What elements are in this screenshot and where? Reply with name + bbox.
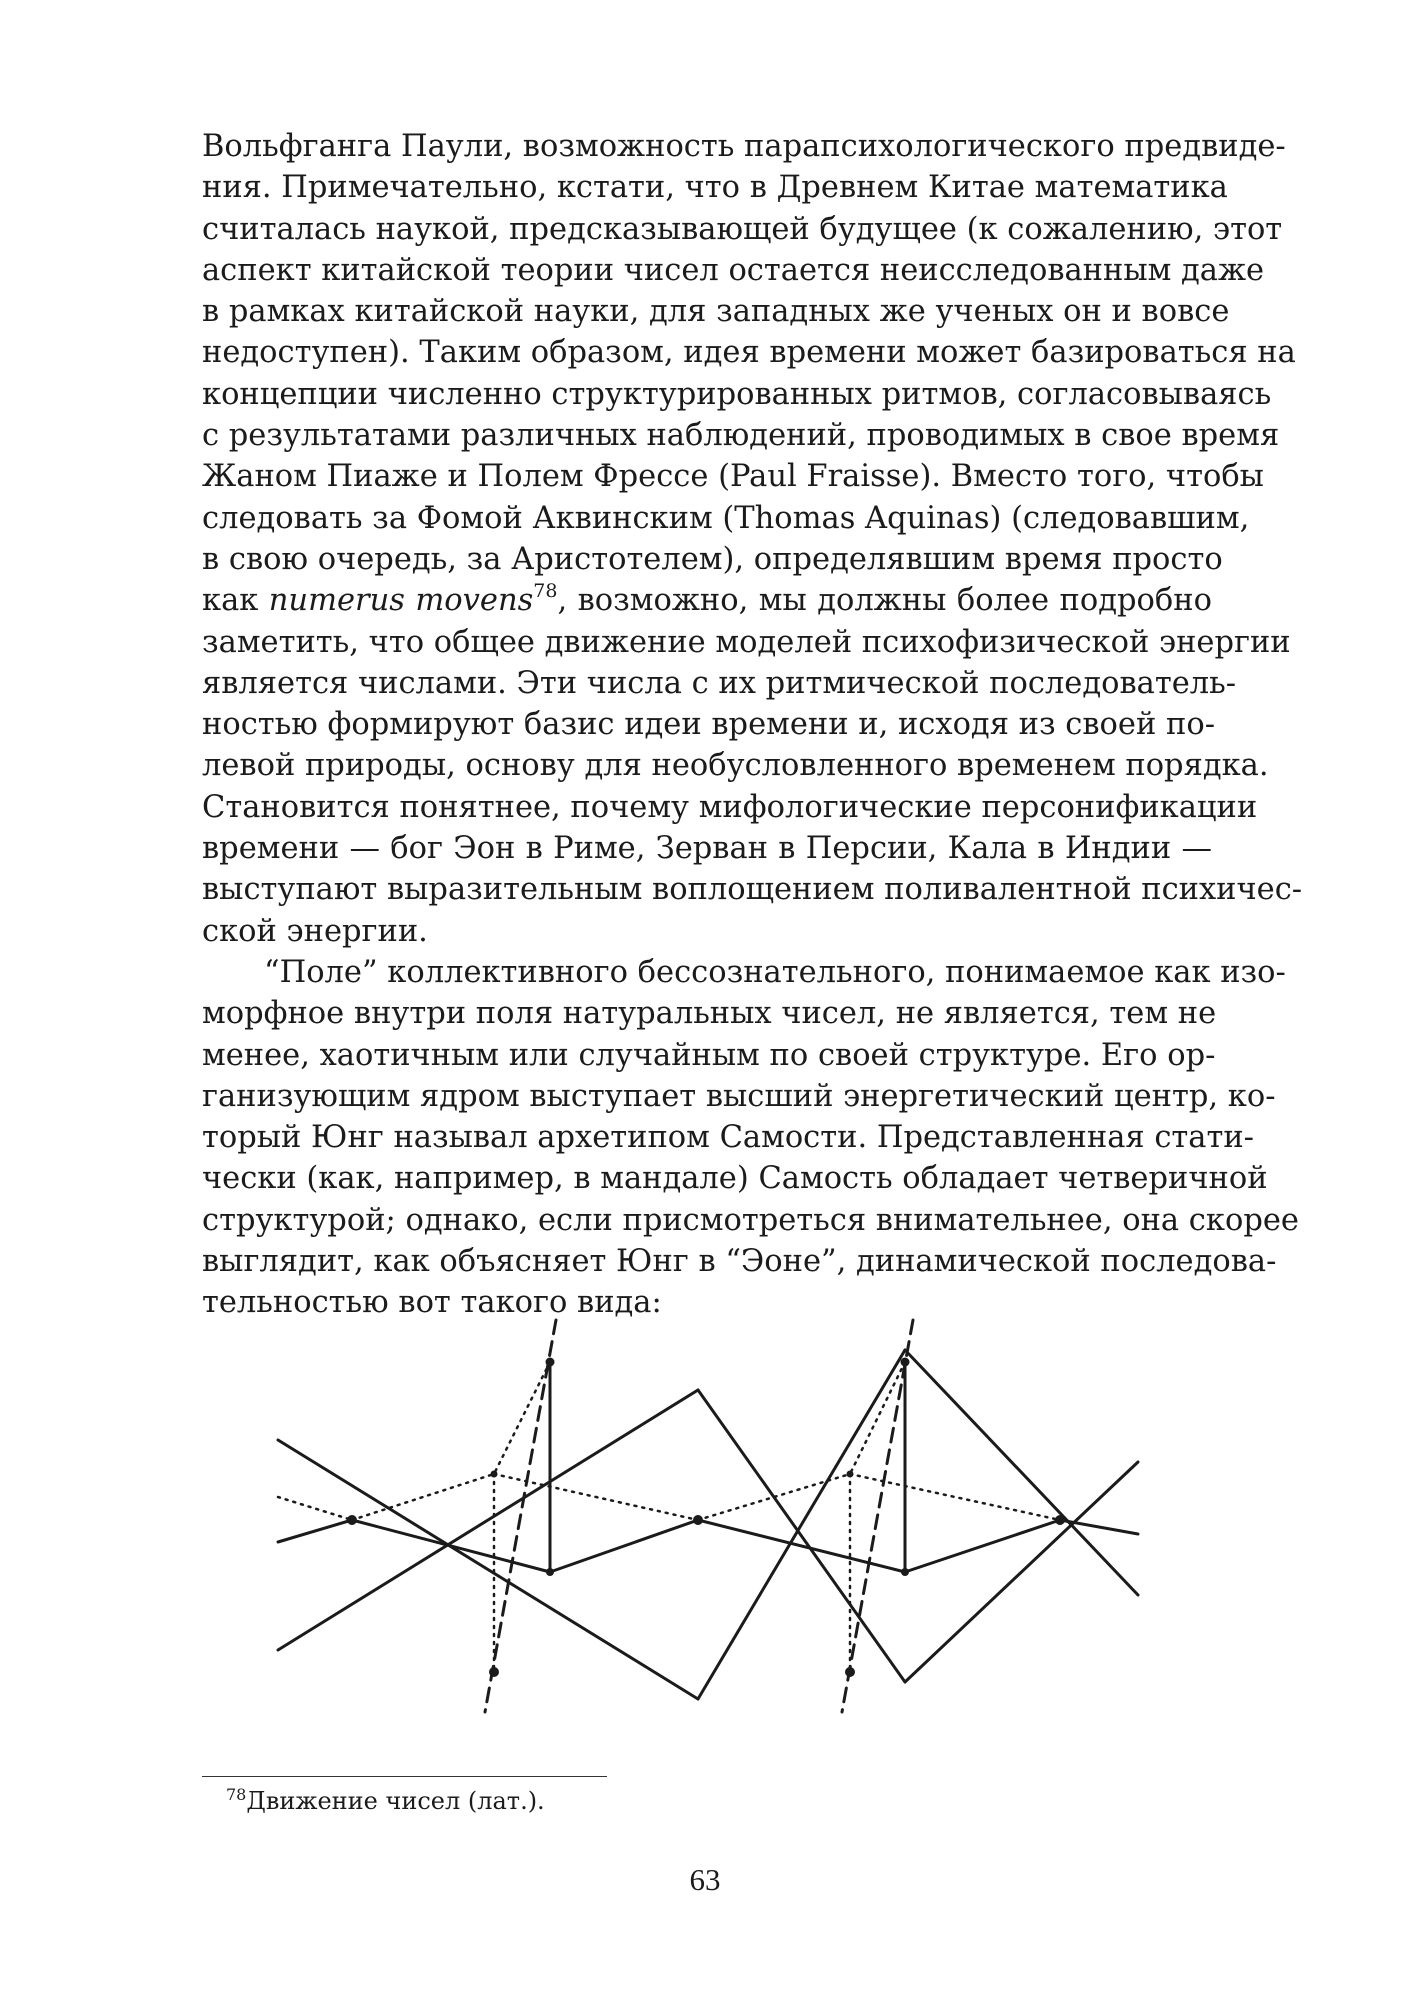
- page-number: 63: [689, 1862, 721, 1897]
- text-line: Становится понятнее, почему мифологические персонификации: [202, 789, 1258, 825]
- footnote-separator: [202, 1776, 607, 1777]
- text-line: тельностью вот такого вида:: [202, 1285, 662, 1321]
- outer-solid-edges: [278, 1350, 1138, 1699]
- text-line: следовать за Фомой Аквинским (Thomas Aquinas) (следовавшим,: [202, 500, 1250, 536]
- footnote-number: 78: [226, 1785, 247, 1804]
- text-line: концепции численно структурированных ритмов, согласовываясь: [202, 376, 1272, 412]
- footnote: [226, 1786, 545, 1816]
- text-line: ния. Примечательно, кстати, что в Древнем Китае математика: [202, 170, 1228, 206]
- text-line: левой природы, основу для необусловленного временем порядка.: [202, 748, 1269, 784]
- inner-solid-edges: [278, 1362, 1138, 1572]
- text-line: с результатами различных наблюдений, проводимых в свое время: [202, 418, 1280, 454]
- text-line: ской энергии.: [202, 913, 428, 949]
- text-line: в свою очередь, за Аристотелем), определявшим время просто: [202, 541, 1223, 577]
- text-line: ностью формируют базис идеи времени и, исходя из своей по-: [202, 707, 1215, 743]
- body-text: [202, 126, 1303, 1324]
- text-line: аспект китайской теории чисел остается неисследованным даже: [202, 252, 1265, 288]
- text-line: торый Юнг называл архетипом Самости. Представленная стати-: [202, 1120, 1254, 1156]
- paragraph-start: “Поле” коллективного бессознательного, понимаемое как изо-: [264, 954, 1286, 990]
- latin-term: numerus movens: [268, 583, 534, 619]
- text-line-with-footnote: [202, 580, 1212, 621]
- text-line: считалась наукой, предсказывающей будущее (к сожалению, этот: [202, 211, 1283, 247]
- footnote-text: Движение чисел (лат.).: [246, 1787, 545, 1815]
- text-line: структурой; однако, если присмотреться внимательнее, она скорее: [202, 1202, 1299, 1238]
- text-line: выступают выразительным воплощением поливалентной психичес-: [202, 872, 1303, 908]
- double-octahedron-diagram: [270, 1318, 1150, 1728]
- text-line: Вольфганга Паули, возможность парапсихологического предвиде-: [202, 129, 1286, 164]
- text-line: менее, хаотичным или случайным по своей структуре. Его ор-: [202, 1037, 1216, 1073]
- text-line: Жаном Пиаже и Полем Фрессе (Paul Fraisse). Вместо того, чтобы: [202, 459, 1264, 495]
- text-fragment: , возможно, мы должны более подробно: [557, 583, 1212, 619]
- text-line: является числами. Эти числа с их ритмической последователь-: [202, 665, 1237, 701]
- text-line: недоступен). Таким образом, идея времени может базироваться на: [202, 335, 1296, 371]
- text-fragment: как: [202, 583, 269, 619]
- text-line: в рамках китайской науки, для западных же ученых он и вовсе: [202, 294, 1230, 330]
- text-line: времени — бог Эон в Риме, Зерван в Персии, Кала в Индии —: [202, 831, 1212, 867]
- text-line: ганизующим ядром выступает высший энергетический центр, ко-: [202, 1078, 1276, 1114]
- text-line: выглядит, как объясняет Юнг в “Эоне”, динамической последова-: [202, 1244, 1277, 1280]
- text-line: заметить, что общее движение моделей психофизической энергии: [202, 624, 1291, 660]
- footnote-ref[interactable]: 78: [533, 580, 558, 603]
- text-line: чески (как, например, в мандале) Самость обладает четверичной: [202, 1161, 1268, 1197]
- text-line: морфное внутри поля натуральных чисел, не является, тем не: [202, 996, 1217, 1032]
